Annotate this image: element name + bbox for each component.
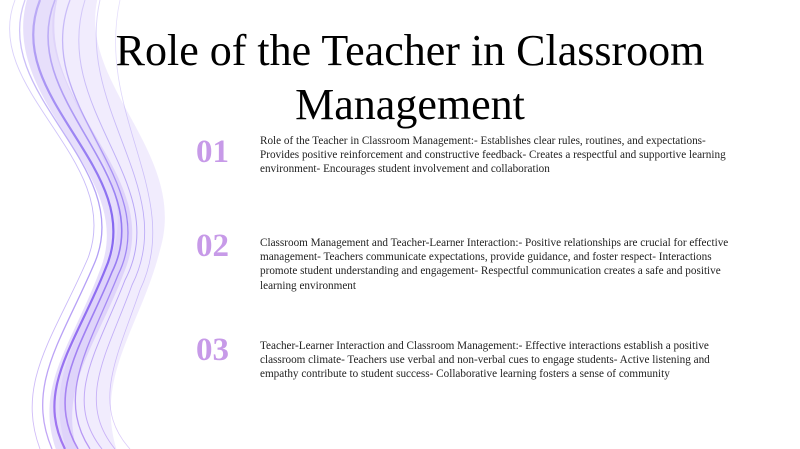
slide-title: Role of the Teacher in Classroom Management bbox=[115, 26, 705, 129]
item-number: 02 bbox=[196, 228, 229, 264]
item-number: 03 bbox=[196, 332, 229, 368]
item-text: Classroom Management and Teacher-Learner Interaction:- Positive relationships are crucial for effective management- Teachers communicate expectations, provide guidance, and foster respect- Interactions promote student understanding and engagement- Respectful communication creates a safe and positive learning environment bbox=[260, 237, 729, 292]
item-text: Teacher-Learner Interaction and Classroom Management:- Effective interactions establish a positive classroom climate- Teachers use verbal and non-verbal cues to engage students- Active listening and empathy contribute to student success- Collaborative learning fosters a sense of community bbox=[260, 340, 710, 381]
item-number: 01 bbox=[196, 134, 229, 170]
item-text: Role of the Teacher in Classroom Management:- Establishes clear rules, routines, and expectations- Provides positive reinforcement and constructive feedback- Creates a respectful and supportive learning environment- Encourages student involvement and collaboration bbox=[260, 135, 726, 176]
